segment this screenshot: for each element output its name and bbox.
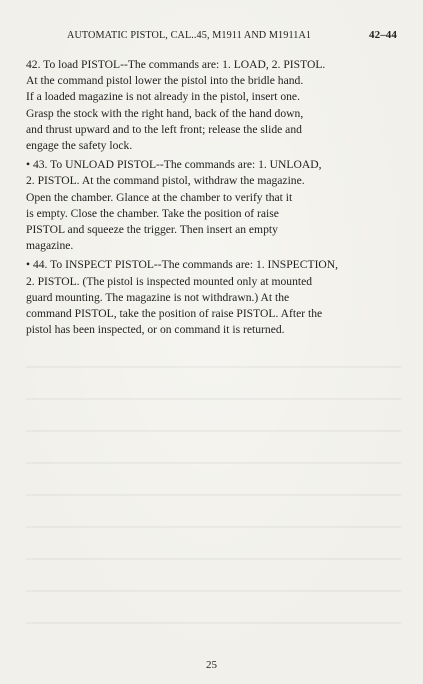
paragraph-44 — [26, 257, 376, 338]
text-line: is empty. Close the chamber. Take the position of raise — [26, 206, 279, 220]
text-line: engage the safety lock. — [26, 139, 133, 153]
text-line: pistol has been inspected, or on command it is returned. — [26, 323, 285, 337]
page-number: 25 — [206, 659, 217, 671]
bleed-through-line — [26, 558, 401, 560]
text-line: 2. PISTOL. (The pistol is inspected mounted only at mounted — [26, 274, 313, 288]
text-line: If a loaded magazine is not already in the pistol, insert one. — [26, 90, 300, 104]
bleed-through-line — [26, 366, 401, 368]
text-line: Open the chamber. Glance at the chamber to verify that it — [26, 190, 293, 204]
text-line: • 44. To INSPECT PISTOL--The commands are: 1. INSPECTION, — [26, 258, 339, 272]
text-line: PISTOL and squeeze the trigger. Then insert an empty — [26, 223, 278, 237]
bleed-through-line — [26, 526, 401, 528]
text-line: At the command pistol lower the pistol into the bridle hand. — [26, 74, 304, 88]
text-line: guard mounting. The magazine is not withdrawn.) At the — [26, 290, 290, 304]
paragraph-42 — [26, 57, 376, 154]
text-line: Grasp the stock with the right hand, back of the hand down, — [26, 106, 304, 120]
text-line: 42. To load PISTOL--The commands are: 1. LOAD, 2. PISTOL. — [26, 58, 326, 71]
bleed-through-line — [26, 398, 401, 400]
text-line: 2. PISTOL. At the command pistol, withdraw the magazine. — [26, 174, 305, 188]
bleed-through-line — [26, 462, 401, 464]
text-line: command PISTOL, take the position of raise PISTOL. After the — [26, 307, 323, 321]
text-line: • 43. To UNLOAD PISTOL--The commands are: 1. UNLOAD, — [26, 158, 322, 172]
text-line: and thrust upward and to the left front; release the slide and — [26, 122, 302, 136]
bleed-through-line — [26, 590, 401, 592]
bleed-through-line — [26, 622, 401, 624]
paragraph-range: 42–44 — [369, 29, 397, 41]
bleed-through-line — [26, 430, 401, 432]
page-header — [52, 29, 397, 47]
bleed-through-line — [26, 494, 401, 496]
text-line: magazine. — [26, 239, 74, 253]
paragraph-43 — [26, 157, 376, 254]
body-text — [26, 57, 376, 338]
running-title: AUTOMATIC PISTOL, CAL..45, M1911 AND M1911A1 — [67, 30, 312, 41]
